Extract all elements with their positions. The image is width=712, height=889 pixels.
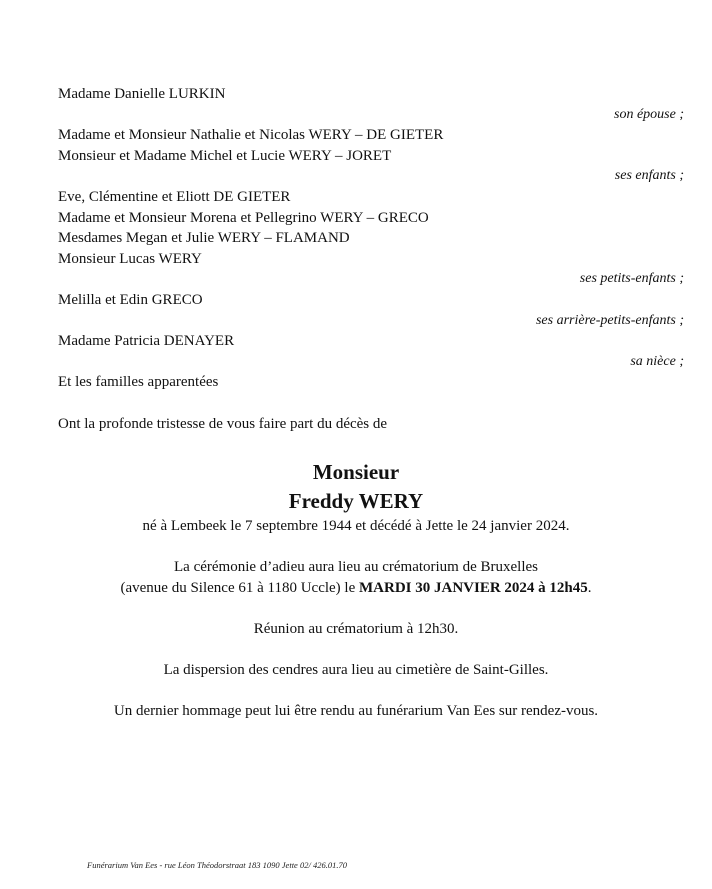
tribute-line: Un dernier hommage peut lui être rendu au funérarium Van Ees sur rendez-vous. bbox=[113, 703, 599, 720]
ceremony-line-2 bbox=[0, 578, 712, 599]
grandchild-name: Mesdames Megan et Julie WERY – FLAMAND bbox=[58, 230, 350, 247]
intro-line: Ont la profonde tristesse de vous faire part du décès de bbox=[58, 415, 388, 432]
children-role: ses enfants ; bbox=[614, 168, 684, 184]
relatives-line: Et les familles apparentées bbox=[58, 374, 219, 391]
footer-address: Funérarium Van Ees - rue Léon Théodorstraat 183 1090 Jette 02/ 426.01.70 bbox=[87, 860, 347, 870]
grandchildren-role: ses petits-enfants ; bbox=[579, 271, 684, 287]
deceased-name: Freddy WERY bbox=[288, 489, 424, 513]
deceased-title: Monsieur bbox=[312, 460, 400, 484]
niece-role: sa nièce ; bbox=[630, 353, 684, 369]
meeting-line: Réunion au crématorium à 12h30. bbox=[253, 620, 459, 637]
child-name: Madame et Monsieur Nathalie et Nicolas WERY – DE GIETER bbox=[58, 127, 444, 144]
grandchild-name: Madame et Monsieur Morena et Pellegrino WERY – GRECO bbox=[58, 209, 429, 226]
ceremony-line-1: La cérémonie d’adieu aura lieu au crématorium de Bruxelles bbox=[174, 559, 538, 576]
ceremony-suffix: . bbox=[587, 579, 592, 596]
niece-name: Madame Patricia DENAYER bbox=[58, 333, 235, 350]
ceremony-date: MARDI 30 JANVIER 2024 à 12h45 bbox=[359, 579, 588, 596]
dispersion-line: La dispersion des cendres aura lieu au cimetière de Saint-Gilles. bbox=[163, 662, 549, 679]
great-grandchildren-role: ses arrière-petits-enfants ; bbox=[535, 312, 684, 328]
birth-death-line: né à Lembeek le 7 septembre 1944 et décédé à Jette le 24 janvier 2024. bbox=[142, 518, 570, 534]
great-grandchildren-name: Melilla et Edin GRECO bbox=[58, 291, 203, 308]
family-list bbox=[58, 84, 684, 434]
grandchild-name: Eve, Clémentine et Eliott DE GIETER bbox=[58, 188, 291, 205]
announcement bbox=[0, 458, 712, 722]
spouse-role: son épouse ; bbox=[614, 106, 684, 122]
ceremony-address: (avenue du Silence 61 à 1180 Uccle) le bbox=[120, 579, 359, 596]
child-name: Monsieur et Madame Michel et Lucie WERY – JORET bbox=[58, 147, 392, 164]
spouse-name: Madame Danielle LURKIN bbox=[58, 86, 226, 102]
grandchild-name: Monsieur Lucas WERY bbox=[58, 250, 202, 267]
